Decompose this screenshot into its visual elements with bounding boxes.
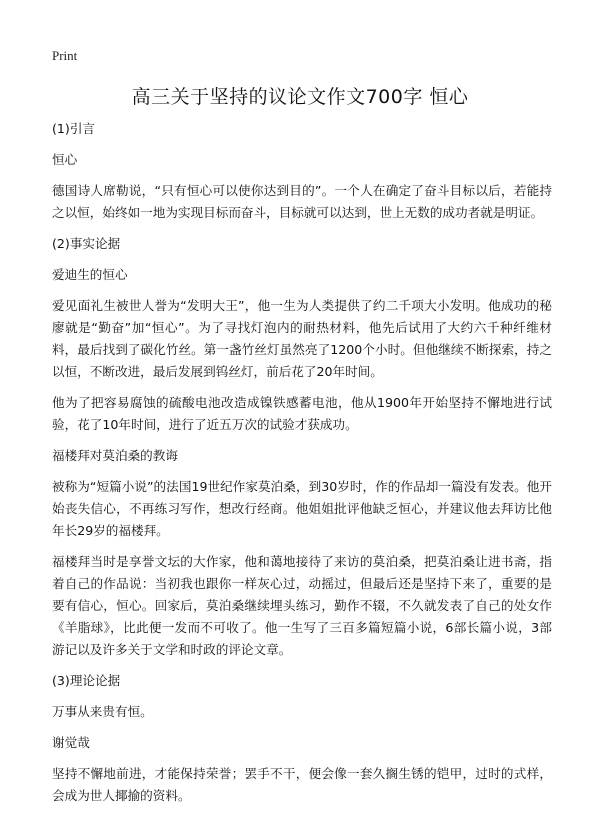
paragraph-intro: 德国诗人席勒说，“只有恒心可以使你达到目的”。一个人在确定了奋斗目标以后，若能持之以恒，始终如一地为实现目标而奋斗，目标就可以达到，世上无数的成功者就是明证。 (52, 183, 552, 220)
print-link[interactable]: Print (52, 48, 78, 63)
article-body (52, 118, 552, 816)
paragraph-maupassant-2: 福楼拜当时是享誉文坛的大作家，他和蔼地接待了来访的莫泊桑，把莫泊桑让进书斋，指着自己的作品说：当初我也跟你一样灰心过，动摇过，但最后还是坚持下来了，重要的是要有信心，恒心。回家后，莫泊桑继续埋头练习，勤作不辍，不久就发表了自己的处女作《羊脂球》，比此便一发而不可收了。他一生写了三百多篇短篇小说，6部长篇小说，3部游记以及许多关于文学和时政的评论文章。 (52, 554, 552, 657)
subheading-edison: 爱迪生的恒心 (52, 267, 128, 282)
paragraph-quote: 万事从来贵有恒。 (52, 704, 153, 719)
section-heading-intro: (1)引言 (52, 121, 96, 136)
paragraph-closing: 坚持不懈地前进，才能保持荣誉；罢手不干，便会像一套久搁生锈的铠甲，过时的式样，会成为世人揶揄的资料。 (52, 766, 552, 803)
paragraph-edison-2: 他为了把容易腐蚀的硫酸电池改造成镍铁感蓄电池，他从1900年开始坚持不懈地进行试验，花了10年时间，进行了近五万次的试验才获成功。 (52, 395, 552, 432)
page-title: 高三关于坚持的议论文作文700字 恒心 (131, 86, 469, 108)
section-heading-theory: (3)理论论据 (52, 673, 121, 688)
section-heading-facts: (2)事实论据 (52, 236, 121, 251)
subheading-xie-juezai: 谢觉哉 (52, 735, 90, 750)
paragraph-maupassant-1: 被称为“短篇小说”的法国19世纪作家莫泊桑，到30岁时，作的作品却一篇没有发表。他开始丧失信心，不再练习写作，想改行经商。他姐姐批评他缺乏恒心，并建议他去拜访比他年长29岁的福楼拜。 (52, 479, 552, 538)
subheading-perseverance: 恒心 (52, 152, 78, 167)
subheading-flaubert: 福楼拜对莫泊桑的教诲 (52, 448, 178, 463)
paragraph-edison-1: 爱见面礼生被世人誉为“发明大王”，他一生为人类提供了约二千项大小发明。他成功的秘廖就是“勤奋”加“恒心”。为了寻找灯泡内的耐热材料，他先后试用了大约六千种纤维材料，最后找到了碳化竹丝。第一盏竹丝灯虽然亮了1200个小时。但他继续不断探索，持之以恒，不断改进，最后发展到钨丝灯，前后花了20年时间。 (52, 298, 552, 379)
